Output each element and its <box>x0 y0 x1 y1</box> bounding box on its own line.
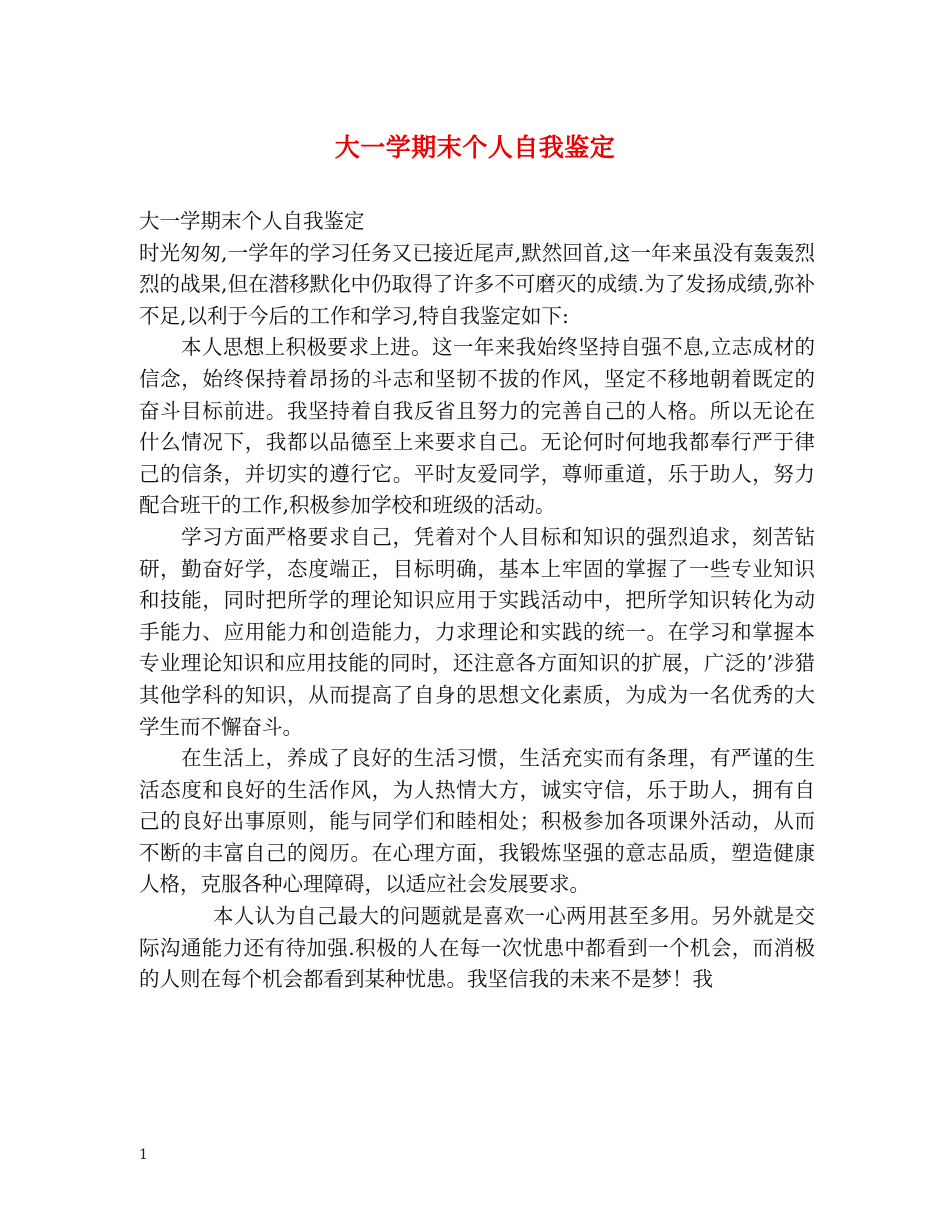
document-title: 大一学期末个人自我鉴定 <box>334 133 616 162</box>
ideology-paragraph: 本人思想上积极要求上进。这一年来我始终坚持自强不息,立志成材的信念，始终保持着昂扬的斗志和坚韧不拔的作风，坚定不移地朝着既定的奋斗目标前进。我坚持着自我反省且努力的完善自己的人格。所以无论在什么情况下，我都以品德至上来要求自己。无论何时何地我都奉行严于律己的信条，并切实的遵行它。平时友爱同学，尊师重道，乐于助人，努力配合班干的工作,积极参加学校和班级的活动。 <box>139 335 815 518</box>
page-number: 1 <box>139 1147 148 1163</box>
study-paragraph: 学习方面严格要求自己，凭着对个人目标和知识的强烈追求，刻苦钻研，勤奋好学，态度端正，目标明确，基本上牢固的掌握了一些专业知识和技能，同时把所学的理论知识应用于实践活动中，把所学知识转化为动手能力、应用能力和创造能力，力求理论和实践的统一。在学习和掌握本专业理论知识和应用技能的同时，还注意各方面知识的扩展，广泛的’涉猎其他学科的知识，从而提高了自身的思想文化素质，为成为一名优秀的大学生而不懈奋斗。 <box>139 524 815 739</box>
life-paragraph: 在生活上，养成了良好的生活习惯，生活充实而有条理，有严谨的生活态度和良好的生活作风，为人热情大方，诚实守信，乐于助人，拥有自己的良好出事原则，能与同学们和睦相处；积极参加各项课外活动，从而不断的丰富自己的阅历。在心理方面，我锻炼坚强的意志品质，塑造健康人格，克服各种心理障碍，以适应社会发展要求。 <box>139 746 815 897</box>
document-body <box>139 206 815 996</box>
intro-paragraph: 时光匆匆,一学年的学习任务又已接近尾声,默然回首,这一年来虽没有轰轰烈烈的战果,但在潜移默化中仍取得了许多不可磨灭的成绩.为了发扬成绩,弥补不足,以利于今后的工作和学习,特自我鉴定如下: <box>139 240 815 328</box>
self-assessment-paragraph: 本人认为自己最大的问题就是喜欢一心两用甚至多用。另外就是交际沟通能力还有待加强.积极的人在每一次忧患中都看到一个机会，而消极的人则在每个机会都看到某种忧患。我坚信我的未来不是梦！我 <box>139 904 815 992</box>
subtitle-line: 大一学期末个人自我鉴定 <box>139 209 365 233</box>
